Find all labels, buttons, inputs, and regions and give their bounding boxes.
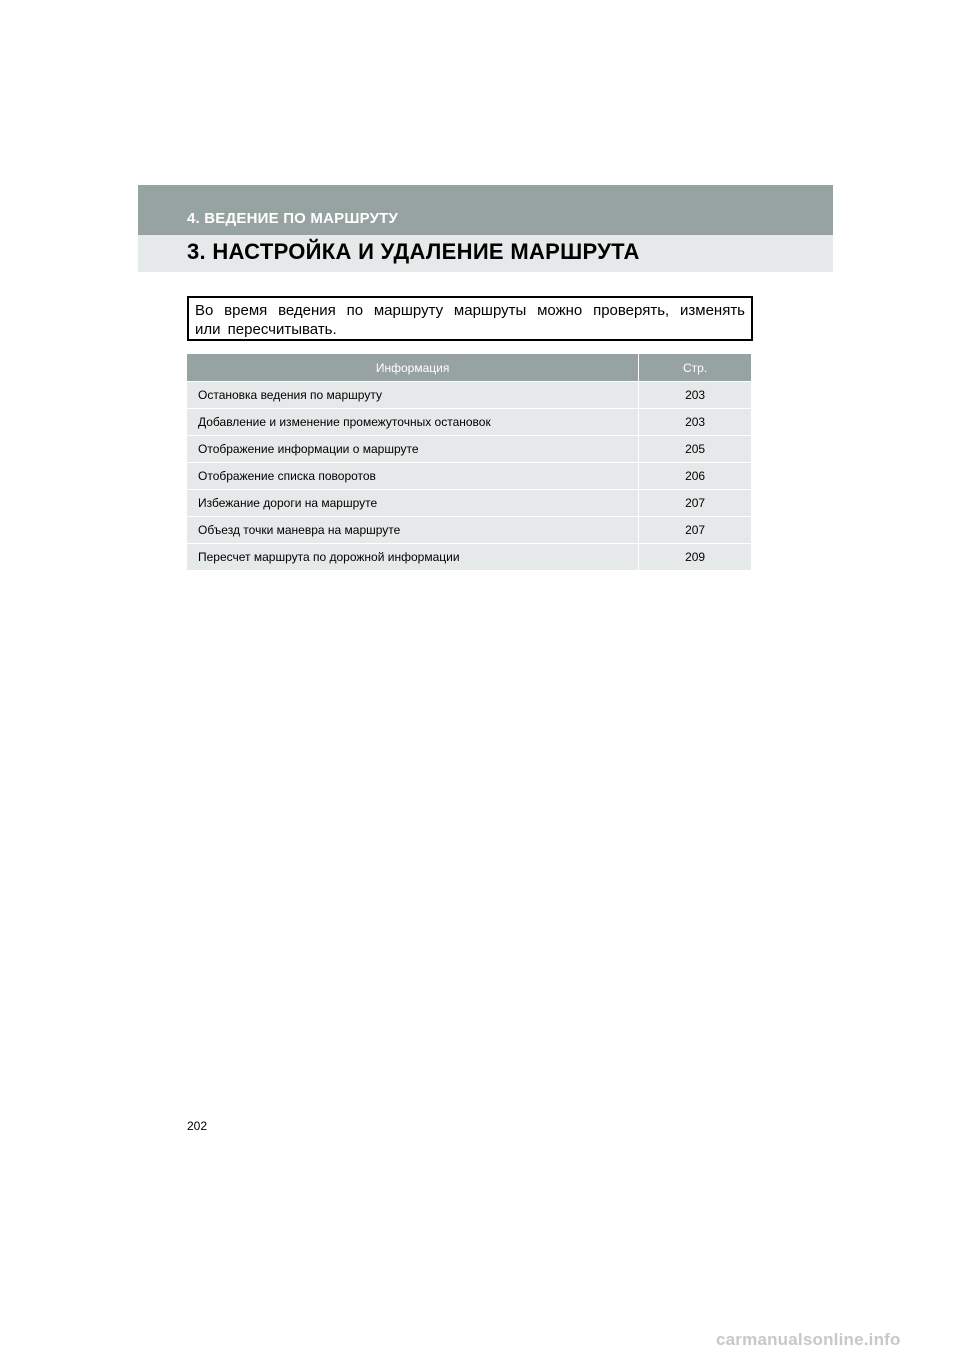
row-info: Избежание дороги на маршруте (187, 490, 639, 517)
table-row[interactable] (187, 517, 751, 544)
chapter-header (138, 185, 833, 272)
table-row[interactable] (187, 544, 751, 571)
row-info: Отображение списка поворотов (187, 463, 639, 490)
chapter-bar (138, 185, 833, 235)
column-header-page: Стр. (639, 354, 751, 382)
section-title: 4. ВЕДЕНИЕ ПО МАРШРУТУ (187, 210, 399, 227)
row-page: 207 (639, 517, 751, 544)
table-header-row (187, 354, 751, 382)
row-page: 203 (639, 409, 751, 436)
intro-box: Во время ведения по маршруту маршруты можно проверять, изменять или пересчитывать. (187, 296, 753, 341)
row-info: Добавление и изменение промежуточных остановок (187, 409, 639, 436)
row-page: 207 (639, 490, 751, 517)
row-page: 203 (639, 382, 751, 409)
row-page: 205 (639, 436, 751, 463)
contents-table (187, 354, 751, 570)
page-title: 3. НАСТРОЙКА И УДАЛЕНИЕ МАРШРУТА (187, 239, 640, 264)
row-page: 206 (639, 463, 751, 490)
row-page: 209 (639, 544, 751, 571)
row-info: Остановка ведения по маршруту (187, 382, 639, 409)
row-info: Пересчет маршрута по дорожной информации (187, 544, 639, 571)
page-number: 202 (187, 1119, 208, 1133)
row-info: Объезд точки маневра на маршруте (187, 517, 639, 544)
table-row[interactable] (187, 436, 751, 463)
column-header-info: Информация (187, 354, 639, 382)
watermark[interactable]: carmanualsonline.info (716, 1330, 901, 1349)
page-title-bar (138, 235, 833, 272)
row-info: Отображение информации о маршруте (187, 436, 639, 463)
table-row[interactable] (187, 382, 751, 409)
table-row[interactable] (187, 490, 751, 517)
table-row[interactable] (187, 463, 751, 490)
table-row[interactable] (187, 409, 751, 436)
